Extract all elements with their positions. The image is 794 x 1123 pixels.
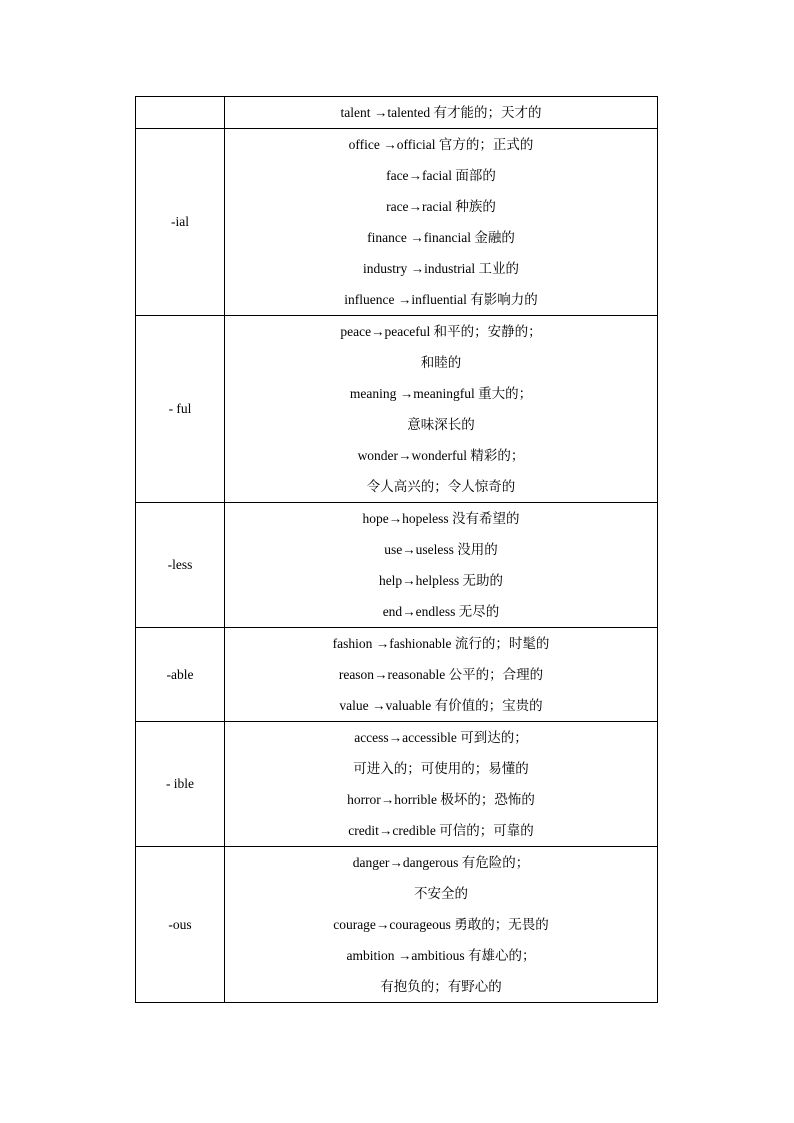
suffix-cell: -ial [136, 129, 225, 316]
table-row [136, 97, 658, 129]
example-line: fashion →fashionable 流行的；时髦的 [332, 636, 550, 651]
examples-cell [225, 316, 658, 503]
example-line: reason→reasonable 公平的；合理的 [338, 667, 544, 682]
example-line: wonder→wonderful 精彩的； [357, 448, 525, 463]
suffix-cell [136, 97, 225, 129]
example-line: courage→courageous 勇敢的；无畏的 [333, 917, 549, 932]
table-row [136, 503, 658, 628]
example-line: use→useless 没用的 [384, 542, 498, 557]
example-line: danger→dangerous 有危险的； [352, 855, 530, 870]
example-line: ambition →ambitious 有雄心的； [346, 948, 536, 963]
examples-cell [225, 129, 658, 316]
example-line: credit→credible 可信的；可靠的 [348, 823, 534, 838]
example-line: influence →influential 有影响力的 [344, 292, 538, 307]
example-line: 有抱负的；有野心的 [380, 979, 502, 994]
suffix-cell: - ful [136, 316, 225, 503]
example-line: face→facial 面部的 [386, 168, 496, 183]
examples-cell [225, 722, 658, 847]
example-line: finance →financial 金融的 [367, 230, 515, 245]
table-row [136, 628, 658, 722]
example-line: access→accessible 可到达的； [354, 730, 528, 745]
example-line: 意味深长的 [407, 417, 475, 432]
table-row [136, 129, 658, 316]
example-line: 可进入的；可使用的；易懂的 [353, 761, 529, 776]
table-row [136, 316, 658, 503]
suffix-cell: -less [136, 503, 225, 628]
suffix-cell: -ous [136, 847, 225, 1003]
example-line: peace→peaceful 和平的；安静的； [340, 324, 542, 339]
examples-cell [225, 628, 658, 722]
example-line: 令人高兴的；令人惊奇的 [366, 479, 516, 494]
examples-cell [225, 503, 658, 628]
suffix-cell: -able [136, 628, 225, 722]
examples-cell [225, 847, 658, 1003]
example-line: office →official 官方的；正式的 [348, 137, 534, 152]
example-line: hope→hopeless 没有希望的 [362, 511, 520, 526]
example-line: 和睦的 [420, 355, 462, 370]
example-line: 不安全的 [414, 886, 468, 901]
table-row [136, 847, 658, 1003]
suffix-table [135, 96, 658, 1003]
example-line: race→racial 种族的 [386, 199, 496, 214]
example-line: value →valuable 有价值的；宝贵的 [339, 698, 543, 713]
example-line: help→helpless 无助的 [378, 573, 504, 588]
example-line: end→endless 无尽的 [382, 604, 500, 619]
example-line: talent →talented 有才能的；天才的 [340, 105, 542, 120]
table-row [136, 722, 658, 847]
example-line: meaning →meaningful 重大的； [349, 386, 533, 401]
example-line: industry →industrial 工业的 [363, 261, 519, 276]
example-line: horror→horrible 极坏的；恐怖的 [347, 792, 535, 807]
examples-cell [225, 97, 658, 129]
suffix-cell: - ible [136, 722, 225, 847]
